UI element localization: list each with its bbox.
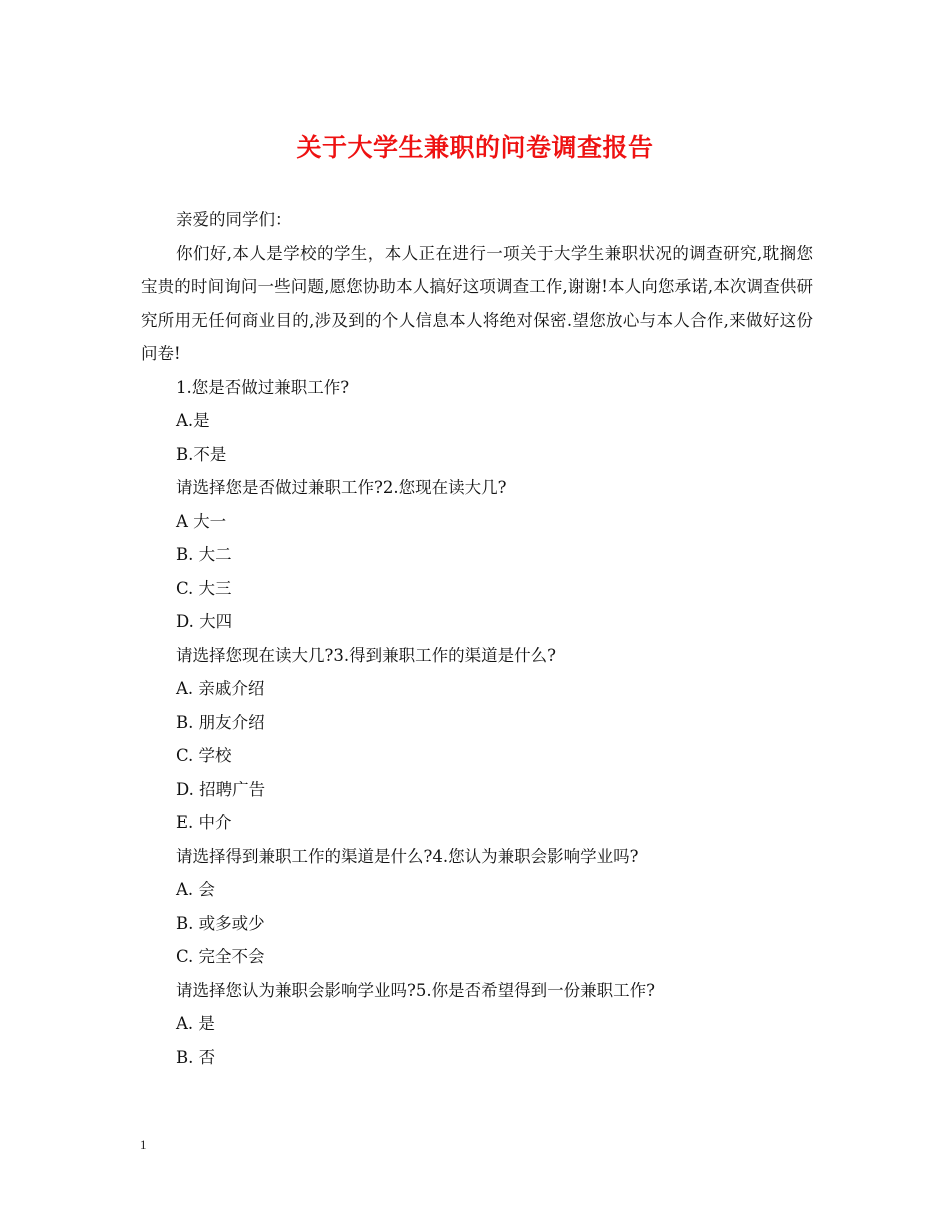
option-line: B. 大二 <box>176 545 232 564</box>
option-line: C. 学校 <box>176 746 232 765</box>
option-line: D. 招聘广告 <box>176 779 266 799</box>
page-number: 1 <box>140 1137 147 1152</box>
option-line: A. 是 <box>176 1014 215 1033</box>
option-line: B. 或多或少 <box>176 913 265 933</box>
option-line: C. 大三 <box>176 578 232 598</box>
option-line: A 大一 <box>176 511 227 531</box>
option-line: A. 会 <box>176 880 215 899</box>
option-line: C. 完全不会 <box>176 947 265 966</box>
option-line: A.是 <box>176 411 210 430</box>
greeting-line: 亲爱的同学们： <box>176 210 292 229</box>
option-line: B. 否 <box>176 1047 216 1067</box>
question-5: 请选择您认为兼职会影响学业吗?5.你是否希望得到一份兼职工作? <box>176 980 655 1000</box>
intro-paragraph: 你们好,本人是学校的学生，本人正在进行一项关于大学生兼职状况的调查研究,耽搁您宝贵的时间询问一些问题,愿您协助本人搞好这项调查工作,谢谢!本人向您承诺,本次调查供研究所用无任何商业目的,涉及到的个人信息本人将绝对保密.望您放心与本人合作,来做好这份问卷! <box>141 243 813 363</box>
question-4: 请选择得到兼职工作的渠道是什么?4.您认为兼职会影响学业吗? <box>176 846 639 866</box>
question-3: 请选择您现在读大几?3.得到兼职工作的渠道是什么? <box>176 645 556 665</box>
option-line: D. 大四 <box>176 612 233 631</box>
option-line: A. 亲戚介绍 <box>176 679 265 698</box>
option-line: B. 朋友介绍 <box>176 712 265 732</box>
question-2: 请选择您是否做过兼职工作?2.您现在读大几? <box>176 478 507 497</box>
document-body <box>141 203 813 1074</box>
option-line: B.不是 <box>176 444 227 464</box>
option-line: E. 中介 <box>176 813 232 832</box>
question-1: 1.您是否做过兼职工作? <box>176 377 350 397</box>
document-title: 关于大学生兼职的问卷调查报告 <box>296 133 654 162</box>
